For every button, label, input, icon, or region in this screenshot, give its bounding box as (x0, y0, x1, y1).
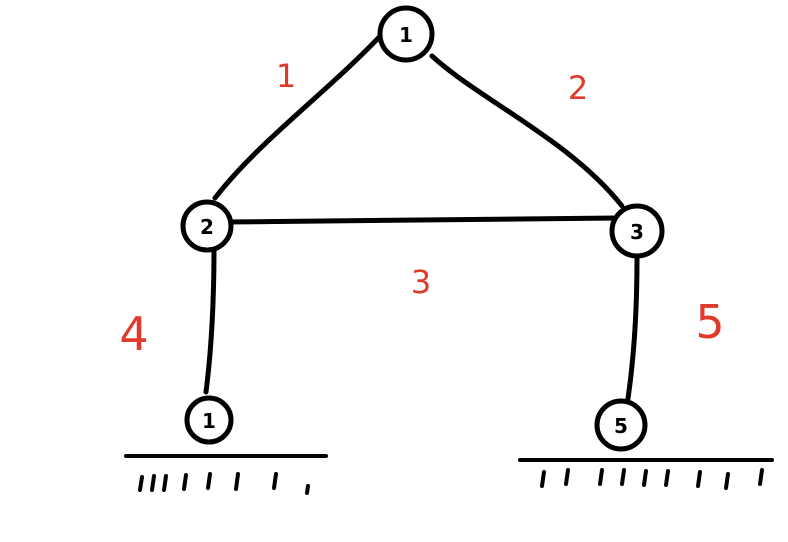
edge-label-5: 5 (695, 295, 725, 349)
edge-label-4: 4 (119, 307, 149, 361)
svg-text:2: 2 (200, 215, 214, 239)
edge-2-top-to-right (432, 56, 622, 206)
svg-text:5: 5 (614, 414, 628, 438)
node-5-support-right (597, 401, 645, 449)
ground-hatch-right (542, 470, 762, 488)
edge-3-left-to-right (226, 218, 618, 222)
node-2-left (183, 202, 231, 250)
edge-4-left-to-support (206, 248, 214, 392)
edge-label-2: 2 (567, 69, 589, 107)
edge-label-3: 3 (410, 263, 432, 301)
edge-1-top-to-left (215, 32, 384, 198)
edge-label-1: 1 (275, 57, 297, 95)
node-1-top (380, 8, 432, 60)
edge-5-right-to-support (627, 258, 637, 405)
node-3-right (612, 206, 662, 256)
svg-text:3: 3 (630, 220, 644, 244)
ground-hatch-left (140, 474, 308, 493)
svg-text:1: 1 (202, 409, 216, 433)
svg-text:1: 1 (399, 23, 413, 47)
node-4-support-left (187, 398, 231, 442)
